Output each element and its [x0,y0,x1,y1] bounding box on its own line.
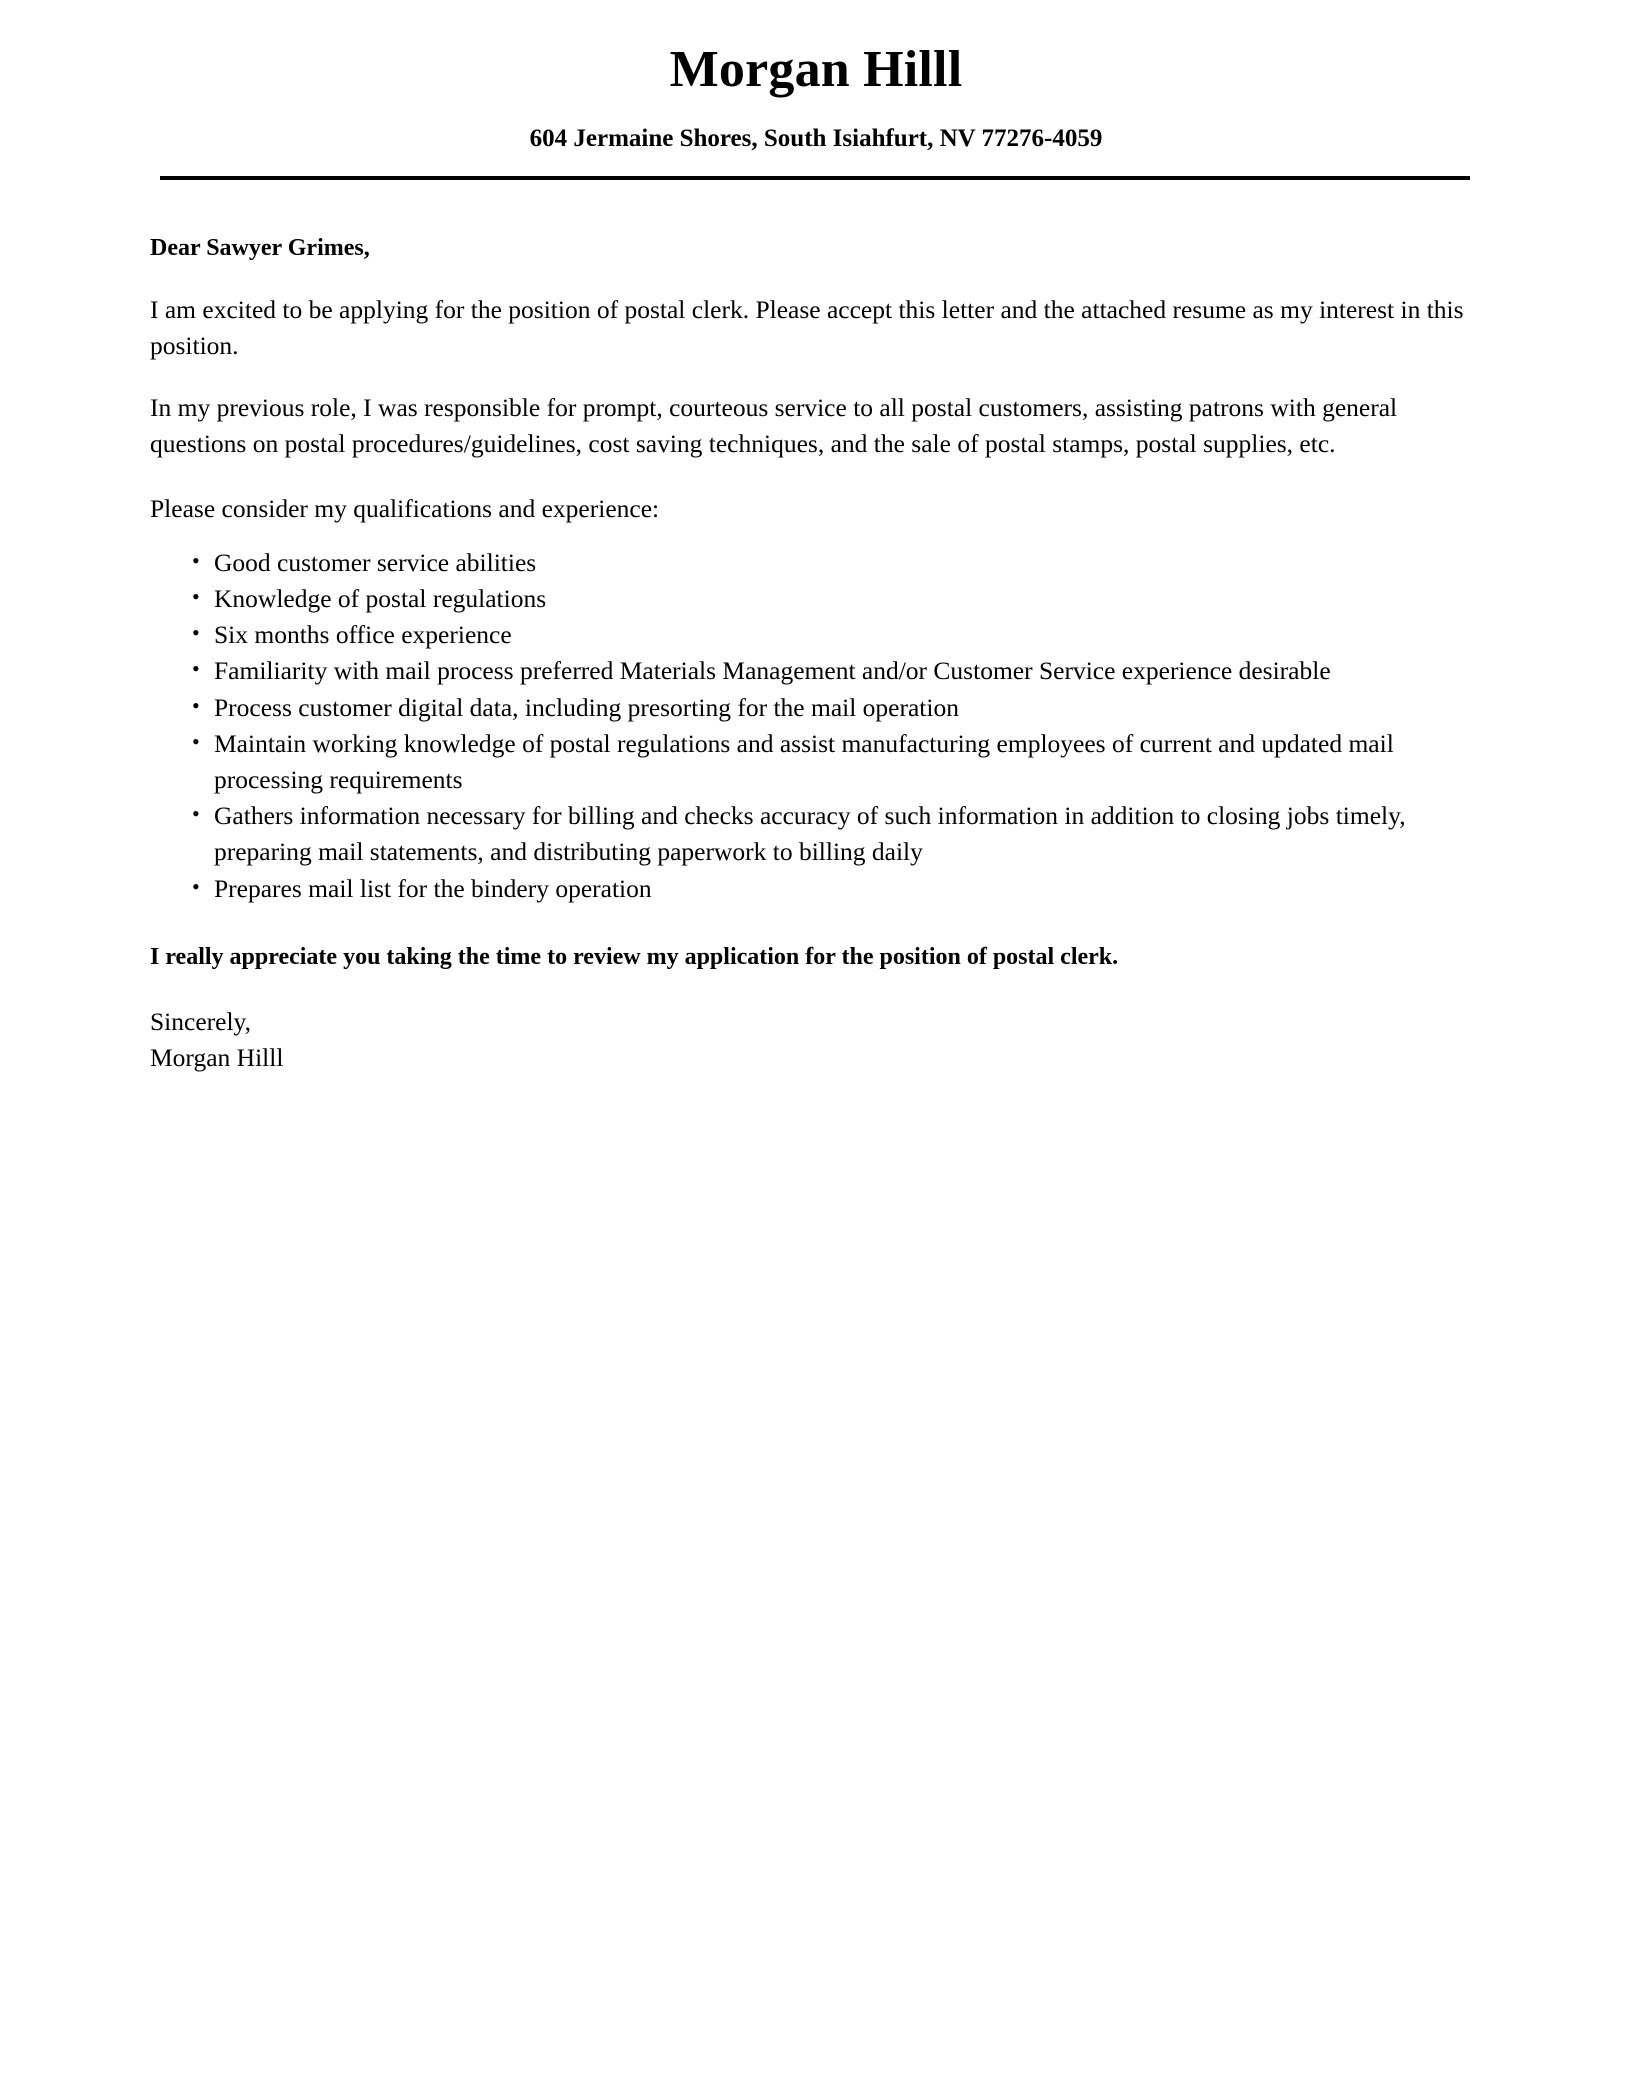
list-item: • Gathers information necessary for billing and checks accuracy of such information in addition to closing jobs timely, preparing mail statements, and distributing paperwork to billing daily [192,798,1465,870]
list-item: • Process customer digital data, including presorting for the mail operation [192,690,1465,726]
letterhead [0,0,1632,180]
closing-statement: I really appreciate you taking the time to review my application for the position of postal clerk. [150,943,1119,970]
body-paragraph-1: I am excited to be applying for the position of postal clerk. Please accept this letter and the attached resume as my interest in this position. [150,294,1464,360]
page-title: Morgan Hilll [669,41,963,98]
list-item: • Knowledge of postal regulations [192,581,1465,617]
list-item: • Good customer service abilities [192,545,1465,581]
list-item: • Prepares mail list for the bindery operation [192,871,1465,907]
body-paragraph-2: In my previous role, I was responsible for prompt, courteous service to all postal customers, assisting patrons with general questions on postal procedures/guidelines, cost saving techniques, and the sale of postal stamps, postal supplies, etc. [150,393,1398,459]
qualifications-list [150,545,1465,907]
list-item: • Six months office experience [192,617,1465,653]
letterhead-address: 604 Jermaine Shores, South Isiahfurt, NV 77276-4059 [529,125,1103,153]
signature-block [150,1004,1465,1074]
signoff-salutation: Sincerely, [150,1007,252,1037]
letter-body [150,180,1465,1075]
list-item: • Familiarity with mail process preferred Materials Management and/or Customer Service experience desirable [192,653,1465,689]
signature-name: Morgan Hilll [150,1042,284,1072]
salutation: Dear Sawyer Grimes, [150,235,370,262]
qualifications-intro: Please consider my qualifications and experience: [150,493,660,523]
list-item: • Maintain working knowledge of postal regulations and assist manufacturing employees of current and updated mail processing requirements [192,726,1465,798]
